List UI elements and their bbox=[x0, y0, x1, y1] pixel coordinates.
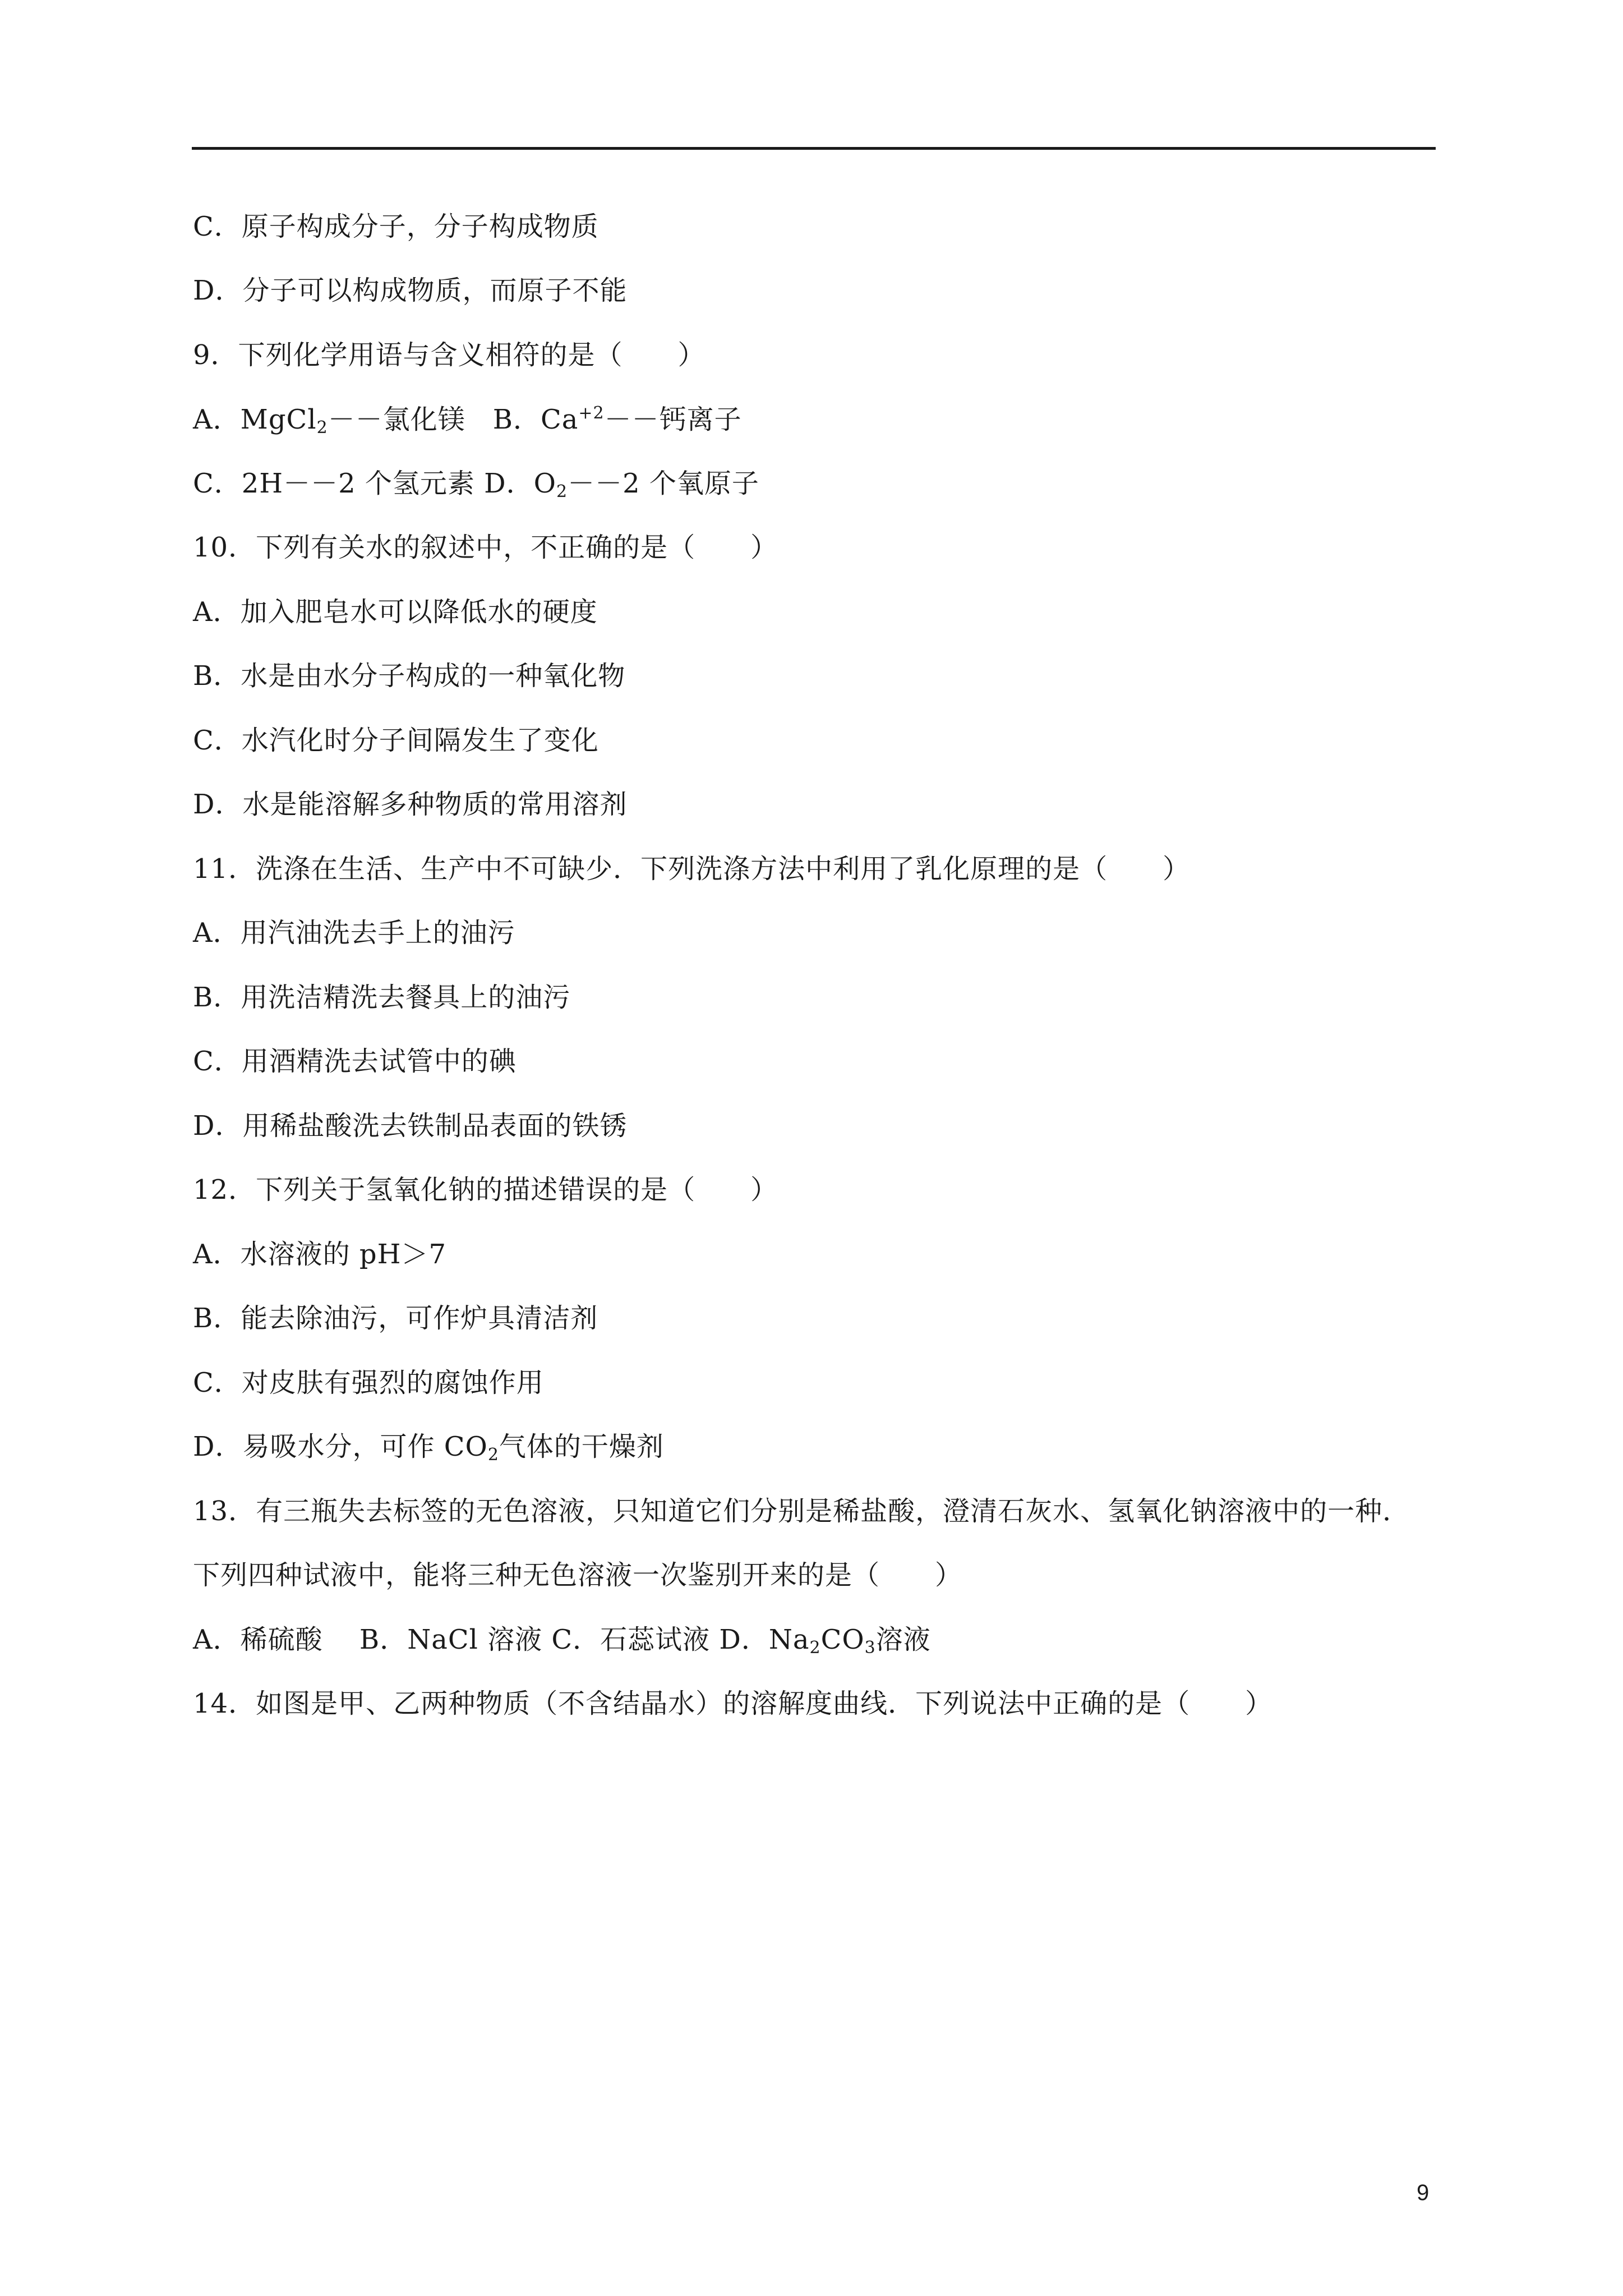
options-9cd: C．2H－－2 个氢元素 D．$O_2--2$ 个氧原子 bbox=[193, 468, 759, 501]
question-13-line-1: 13．有三瓶失去标签的无色溶液，只知道它们分别是稀盐酸，澄清石灰水、氢氧化钠溶液中的一种． bbox=[193, 1496, 1410, 1527]
options-13: A．稀硫酸 B．NaCl 溶液 C．石蕊试液 D．$Na_2CO_3$溶液 bbox=[193, 1624, 931, 1658]
question-9: 9．下列化学用语与含义相符的是（ ） bbox=[193, 339, 706, 371]
option-11a: A．用汽油洗去手上的油污 bbox=[193, 917, 515, 949]
option-10a: A．加入肥皂水可以降低水的硬度 bbox=[193, 596, 598, 628]
option-12a: A．水溶液的 pH＞7 bbox=[193, 1239, 447, 1270]
option-12b: B．能去除油污，可作炉具清洁剂 bbox=[193, 1303, 598, 1334]
option-10d: D．水是能溶解多种物质的常用溶剂 bbox=[193, 789, 628, 820]
option-8c: C．原子构成分子，分子构成物质 bbox=[193, 211, 599, 242]
option-12c: C．对皮肤有强烈的腐蚀作用 bbox=[193, 1367, 544, 1398]
question-14: 14．如图是甲、乙两种物质（不含结晶水）的溶解度曲线．下列说法中正确的是（ ） bbox=[193, 1688, 1273, 1719]
option-8d: D．分子可以构成物质，而原子不能 bbox=[193, 275, 628, 306]
option-10b: B．水是由水分子构成的一种氧化物 bbox=[193, 660, 626, 692]
option-11c: C．用酒精洗去试管中的碘 bbox=[193, 1046, 517, 1077]
question-10: 10．下列有关水的叙述中，不正确的是（ ） bbox=[193, 532, 778, 563]
option-11b: B．用洗洁精洗去餐具上的油污 bbox=[193, 982, 571, 1013]
option-12d: D．易吸水分，可作 $CO_2$气体的干燥剂 bbox=[193, 1431, 664, 1465]
options-9ab: A．MgCl$_2$－－氯化镁 B．$Ca^{+2}--$钙离子 bbox=[193, 403, 742, 438]
option-10c: C．水汽化时分子间隔发生了变化 bbox=[193, 725, 599, 756]
header-rule bbox=[192, 147, 1436, 150]
option-11d: D．用稀盐酸洗去铁制品表面的铁锈 bbox=[193, 1110, 628, 1142]
question-11: 11．洗涤在生活、生产中不可缺少．下列洗涤方法中利用了乳化原理的是（ ） bbox=[193, 853, 1191, 885]
question-12: 12．下列关于氢氧化钠的描述错误的是（ ） bbox=[193, 1174, 778, 1205]
question-13-line-2: 下列四种试液中，能将三种无色溶液一次鉴别开来的是（ ） bbox=[193, 1559, 963, 1591]
page-number: 9 bbox=[1417, 2180, 1430, 2205]
